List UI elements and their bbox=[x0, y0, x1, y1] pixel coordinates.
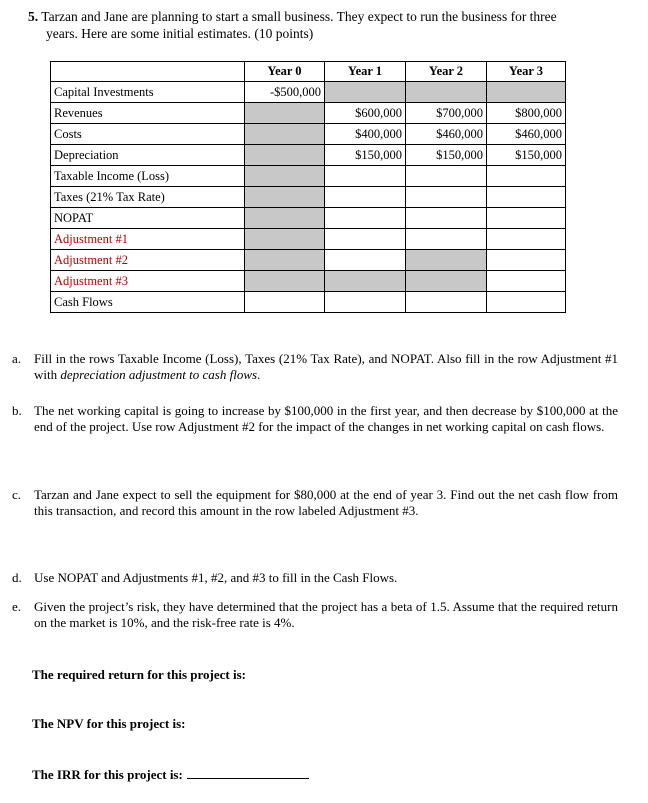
table-cell-shaded bbox=[245, 124, 325, 145]
table-cell-shaded bbox=[245, 166, 325, 187]
part-e-text: Given the project’s risk, they have determined that the project has a beta of 1.5. Assume that the required return on the market is 10%, and the risk-free rate is 4%. bbox=[34, 599, 618, 630]
table-cell: $460,000 bbox=[487, 124, 566, 145]
question-number: 5. bbox=[28, 9, 39, 24]
part-c bbox=[12, 487, 618, 519]
table-cell[interactable] bbox=[406, 187, 487, 208]
table-cell-shaded bbox=[245, 250, 325, 271]
table-row bbox=[51, 103, 566, 124]
part-c-text: Tarzan and Jane expect to sell the equipment for $80,000 at the end of year 3. Find out the net cash flow from this transaction, and record this amount in the row labeled Adjustment #3. bbox=[34, 487, 618, 518]
table-cell: $150,000 bbox=[406, 145, 487, 166]
irr-prompt bbox=[32, 766, 309, 783]
header-blank bbox=[51, 62, 245, 82]
table-cell: $400,000 bbox=[325, 124, 406, 145]
table-row bbox=[51, 166, 566, 187]
part-d bbox=[12, 570, 618, 586]
part-d-tag: d. bbox=[12, 570, 22, 585]
row-label: Capital Investments bbox=[51, 82, 245, 103]
table-cell[interactable] bbox=[487, 250, 566, 271]
table-cell-shaded bbox=[325, 271, 406, 292]
cash-flow-table bbox=[50, 61, 566, 313]
part-e bbox=[12, 599, 618, 631]
table-cell[interactable] bbox=[325, 208, 406, 229]
table-cell[interactable] bbox=[487, 208, 566, 229]
table-row bbox=[51, 124, 566, 145]
table-cell[interactable] bbox=[325, 292, 406, 313]
row-label: Adjustment #3 bbox=[51, 271, 245, 292]
table-cell-shaded bbox=[245, 103, 325, 124]
table-cell-shaded bbox=[245, 145, 325, 166]
table-cell-shaded bbox=[245, 229, 325, 250]
table-cell-shaded bbox=[245, 187, 325, 208]
row-label: Revenues bbox=[51, 103, 245, 124]
table-cell[interactable] bbox=[487, 229, 566, 250]
table-row bbox=[51, 292, 566, 313]
table-cell[interactable] bbox=[325, 229, 406, 250]
table-cell[interactable] bbox=[325, 166, 406, 187]
table-cell: $700,000 bbox=[406, 103, 487, 124]
table-row bbox=[51, 208, 566, 229]
table-cell: -$500,000 bbox=[245, 82, 325, 103]
irr-answer-blank[interactable] bbox=[187, 766, 309, 779]
row-label: Taxable Income (Loss) bbox=[51, 166, 245, 187]
npv-prompt: The NPV for this project is: bbox=[32, 716, 186, 731]
question-header bbox=[28, 8, 628, 42]
part-e-tag: e. bbox=[12, 599, 22, 614]
part-a-tag: a. bbox=[12, 351, 22, 366]
part-a bbox=[12, 351, 618, 383]
row-label: Costs bbox=[51, 124, 245, 145]
row-label: Adjustment #2 bbox=[51, 250, 245, 271]
table-cell[interactable] bbox=[487, 271, 566, 292]
table-cell[interactable] bbox=[325, 250, 406, 271]
part-a-italic: depreciation adjustment to cash flows bbox=[60, 367, 258, 382]
table-row bbox=[51, 187, 566, 208]
part-b-tag: b. bbox=[12, 403, 22, 418]
table-row bbox=[51, 271, 566, 292]
required-return-prompt: The required return for this project is: bbox=[32, 667, 247, 682]
row-label: Adjustment #1 bbox=[51, 229, 245, 250]
table-cell: $600,000 bbox=[325, 103, 406, 124]
table-cell-shaded bbox=[245, 271, 325, 292]
table-cell: $800,000 bbox=[487, 103, 566, 124]
table-cell-shaded bbox=[325, 82, 406, 103]
table-cell[interactable] bbox=[487, 292, 566, 313]
table-header-row bbox=[51, 62, 566, 82]
table-row bbox=[51, 82, 566, 103]
part-a-text: Fill in the rows Taxable Income (Loss), Taxes (21% Tax Rate), and NOPAT. Also fill in the row Adjustment #1 with depreciation adjustment to cash flows. bbox=[34, 351, 618, 382]
question-text-line1: Tarzan and Jane are planning to start a small business. They expect to run the business for three bbox=[41, 9, 557, 24]
header-year-1: Year 1 bbox=[325, 62, 406, 82]
table-cell-shaded bbox=[406, 271, 487, 292]
part-d-text: Use NOPAT and Adjustments #1, #2, and #3 to fill in the Cash Flows. bbox=[34, 570, 398, 585]
row-label: Cash Flows bbox=[51, 292, 245, 313]
table-cell-shaded bbox=[406, 250, 487, 271]
table-cell: $150,000 bbox=[325, 145, 406, 166]
irr-prompt-label: The IRR for this project is: bbox=[32, 767, 183, 782]
table-cell: $150,000 bbox=[487, 145, 566, 166]
row-label: Depreciation bbox=[51, 145, 245, 166]
table-cell[interactable] bbox=[487, 166, 566, 187]
header-year-0: Year 0 bbox=[245, 62, 325, 82]
table-cell[interactable] bbox=[245, 292, 325, 313]
table-row bbox=[51, 250, 566, 271]
table-cell-shaded bbox=[245, 208, 325, 229]
part-b bbox=[12, 403, 618, 435]
table-row bbox=[51, 145, 566, 166]
table-cell[interactable] bbox=[406, 229, 487, 250]
part-b-text: The net working capital is going to increase by $100,000 in the first year, and then decrease by $100,000 at the end of the project. Use row Adjustment #2 for the impact of the changes in net working capital on cash flows. bbox=[34, 403, 618, 434]
row-label: NOPAT bbox=[51, 208, 245, 229]
table-cell[interactable] bbox=[325, 187, 406, 208]
part-c-tag: c. bbox=[12, 487, 22, 502]
table-cell: $460,000 bbox=[406, 124, 487, 145]
table-cell[interactable] bbox=[406, 292, 487, 313]
header-year-2: Year 2 bbox=[406, 62, 487, 82]
table-cell[interactable] bbox=[406, 208, 487, 229]
table-cell[interactable] bbox=[406, 166, 487, 187]
question-text-line2: years. Here are some initial estimates. (10 points) bbox=[46, 26, 314, 41]
table-cell[interactable] bbox=[487, 187, 566, 208]
table-cell-shaded bbox=[487, 82, 566, 103]
header-year-3: Year 3 bbox=[487, 62, 566, 82]
table-row bbox=[51, 229, 566, 250]
table-cell-shaded bbox=[406, 82, 487, 103]
row-label: Taxes (21% Tax Rate) bbox=[51, 187, 245, 208]
